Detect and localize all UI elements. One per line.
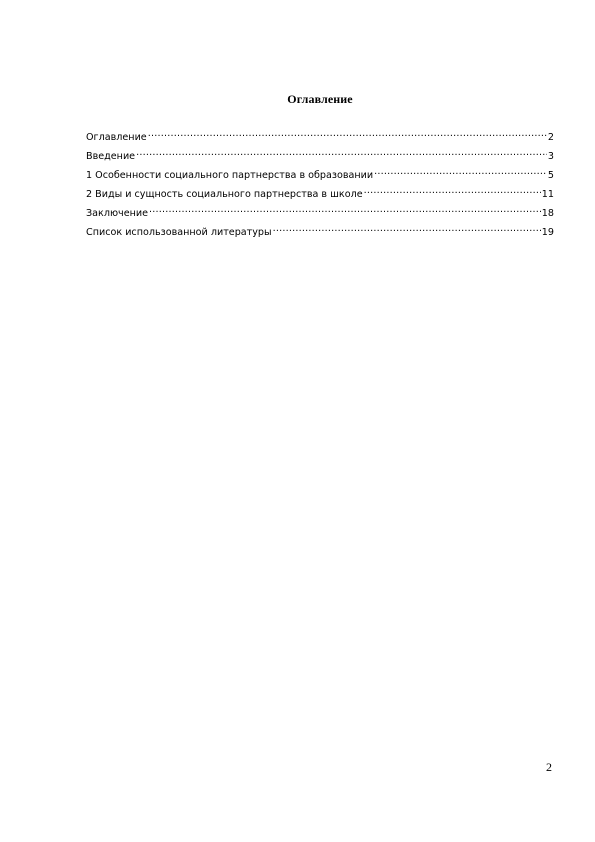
toc-entry-title: 1 Особенности социального партнерства в образовании [86, 170, 374, 181]
toc-entry-page: 11 [541, 189, 554, 200]
toc-dot-leader [148, 129, 547, 140]
toc-dot-leader [273, 224, 541, 235]
toc-entry-page: 18 [541, 208, 554, 219]
toc-entry-title: Оглавление [86, 132, 147, 143]
toc-entry [86, 129, 554, 148]
toc-entry [86, 224, 554, 243]
toc-dot-leader [149, 205, 541, 216]
toc-entry-page: 3 [547, 151, 554, 162]
toc-dot-leader [136, 148, 547, 159]
page-number: 2 [546, 760, 552, 774]
toc-entry-page: 19 [541, 227, 554, 238]
toc-heading: Оглавление [287, 92, 353, 106]
toc-entry [86, 186, 554, 205]
toc-entry-title: Список использованной литературы [86, 227, 272, 238]
toc-entry [86, 205, 554, 224]
toc-entry [86, 148, 554, 167]
toc-dot-leader [374, 167, 547, 178]
toc-entry-page: 5 [547, 170, 554, 181]
toc-entry-title: Введение [86, 151, 136, 162]
toc-entry [86, 167, 554, 186]
toc-entry-title: Заключение [86, 208, 149, 219]
table-of-contents [86, 129, 554, 243]
toc-entry-page: 2 [547, 132, 554, 143]
toc-dot-leader [364, 186, 541, 197]
toc-entry-title: 2 Виды и сущность социального партнерства в школе [86, 189, 363, 200]
